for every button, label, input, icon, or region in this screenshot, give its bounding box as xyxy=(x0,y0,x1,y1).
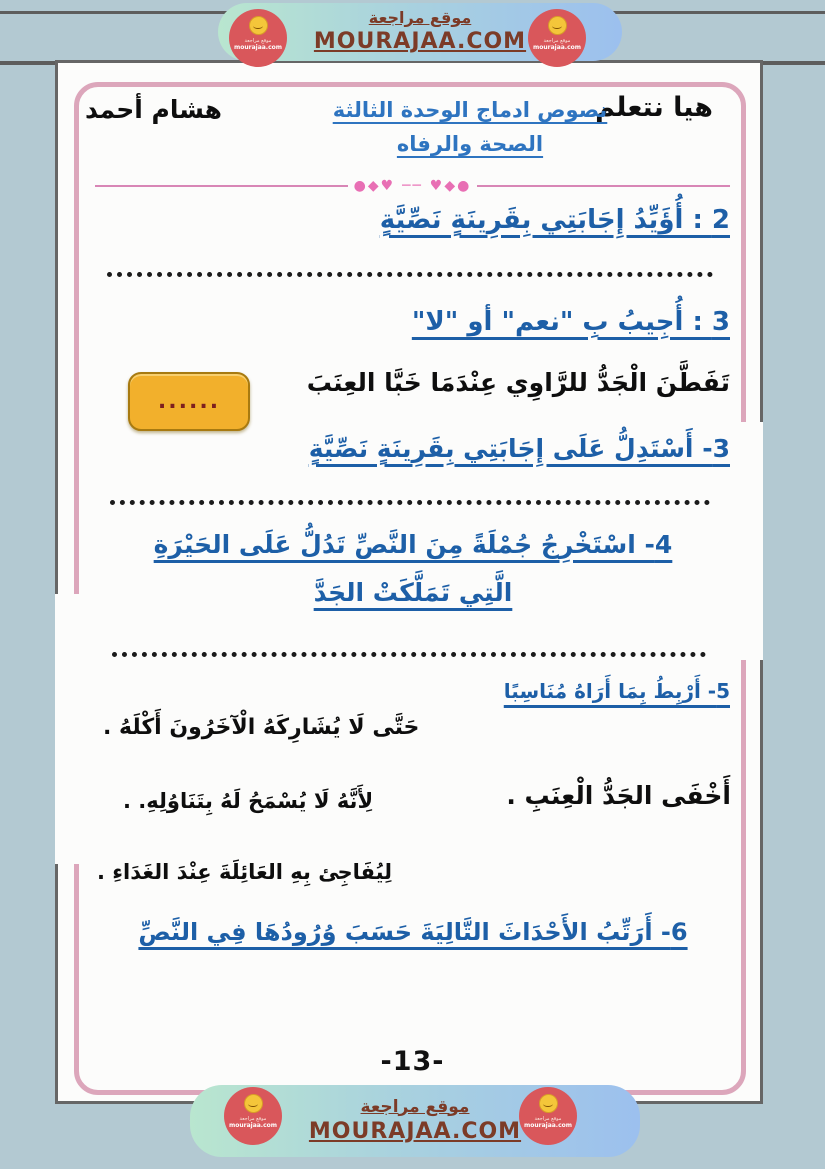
logo-text-arabic: موقع مراجعة xyxy=(239,1116,267,1122)
match-option-top: حَتَّى لَا يُشَارِكَهُ الْآخَرُونَ أَكْلَهُ . xyxy=(103,715,420,740)
question-6-heading: 6- أَرَتِّبُ الأَحْدَاثَ التَّالِيَةَ حَسَبَ وُرُودُهَا فِي النَّصِّ xyxy=(138,918,688,946)
site-name-arabic-link[interactable]: موقع مراجعة xyxy=(360,1096,470,1117)
frame-gap-left xyxy=(55,594,88,864)
question-4-heading-line1: 4- اسْتَخْرِجُ جُمْلَةً مِنَ النَّصِّ تَدُلُّ عَلَى الحَيْرَةِ xyxy=(153,530,673,559)
site-domain-link[interactable]: MOURAJAA.COM xyxy=(313,29,527,55)
logo-text-arabic: موقع مراجعة xyxy=(543,38,571,44)
match-option-middle: لِأَنَّهُ لَا يُسْمَحُ لَهُ بِتَنَاوُلِهِ. . xyxy=(123,789,374,813)
match-option-bottom: لِيُفَاجِئ بِهِ العَائِلَةَ عِنْدَ الغَدَاءِ . xyxy=(97,860,393,884)
question-5-heading: 5- أَرْبِطُ بِمَا أَرَاهُ مُنَاسِبًا xyxy=(503,679,730,703)
logo-text-domain: mourajaa.com xyxy=(532,43,582,51)
site-logo-badge xyxy=(528,9,586,67)
site-logo-badge xyxy=(519,1087,577,1145)
answer-line-3 xyxy=(112,652,706,657)
ornament-divider xyxy=(95,176,730,196)
question-2-heading: 2 : أُؤَيِّدُ إِجَابَتِي بِقَرِينَةٍ نَصِّيَّةٍ xyxy=(379,205,730,235)
question-4-heading-line2: الَّتِي تَمَلَّكَتْ الجَدَّ xyxy=(313,577,513,607)
question-3-heading: 3 : أُجِيبُ بِ "نعم" أو "لا" xyxy=(411,307,730,337)
site-logo-badge xyxy=(224,1087,282,1145)
answer-line-2 xyxy=(110,500,710,505)
question-3-evidence-heading: 3- أَسْتَدِلُّ عَلَى إِجَابَتِي بِقَرِينَةٍ نَصِّيَّةٍ xyxy=(308,434,730,463)
divider-line-left xyxy=(95,185,348,187)
divider-line-right xyxy=(477,185,730,187)
logo-text-domain: mourajaa.com xyxy=(523,1121,573,1129)
yes-no-answer-box xyxy=(128,372,250,431)
lets-learn-label: هيا نتعلم xyxy=(595,92,713,123)
worksheet-subtitle: الصحة والرفاه xyxy=(396,132,544,156)
logo-text-arabic: موقع مراجعة xyxy=(534,1116,562,1122)
logo-sun-icon xyxy=(244,1094,263,1113)
site-domain-link[interactable]: MOURAJAA.COM xyxy=(308,1118,522,1144)
question-3-statement: تَفَطَّنَ الْجَدُّ للرَّاوِي عِنْدَمَا خَبَّا العِنَبَ xyxy=(306,368,730,397)
answer-box-dots: ...... xyxy=(157,388,221,414)
site-logo-badge xyxy=(229,9,287,67)
heart-ornament-icon: ●◆♥ ── ♥◆● xyxy=(353,178,472,194)
logo-sun-icon xyxy=(249,16,268,35)
page-number: -13- xyxy=(380,1046,445,1077)
logo-text-arabic: موقع مراجعة xyxy=(244,38,272,44)
logo-sun-icon xyxy=(548,16,567,35)
logo-text-domain: mourajaa.com xyxy=(228,1121,278,1129)
logo-sun-icon xyxy=(539,1094,558,1113)
author-name: هشام أحمد xyxy=(85,95,222,124)
site-name-arabic-link[interactable]: موقع مراجعة xyxy=(368,8,472,28)
answer-line-1 xyxy=(107,272,713,277)
logo-text-domain: mourajaa.com xyxy=(233,43,283,51)
match-stem: أَخْفَى الجَدُّ الْعِنَبِ . xyxy=(506,781,731,810)
worksheet-title: نصوص ادماج الوحدة الثالثة xyxy=(332,98,608,122)
